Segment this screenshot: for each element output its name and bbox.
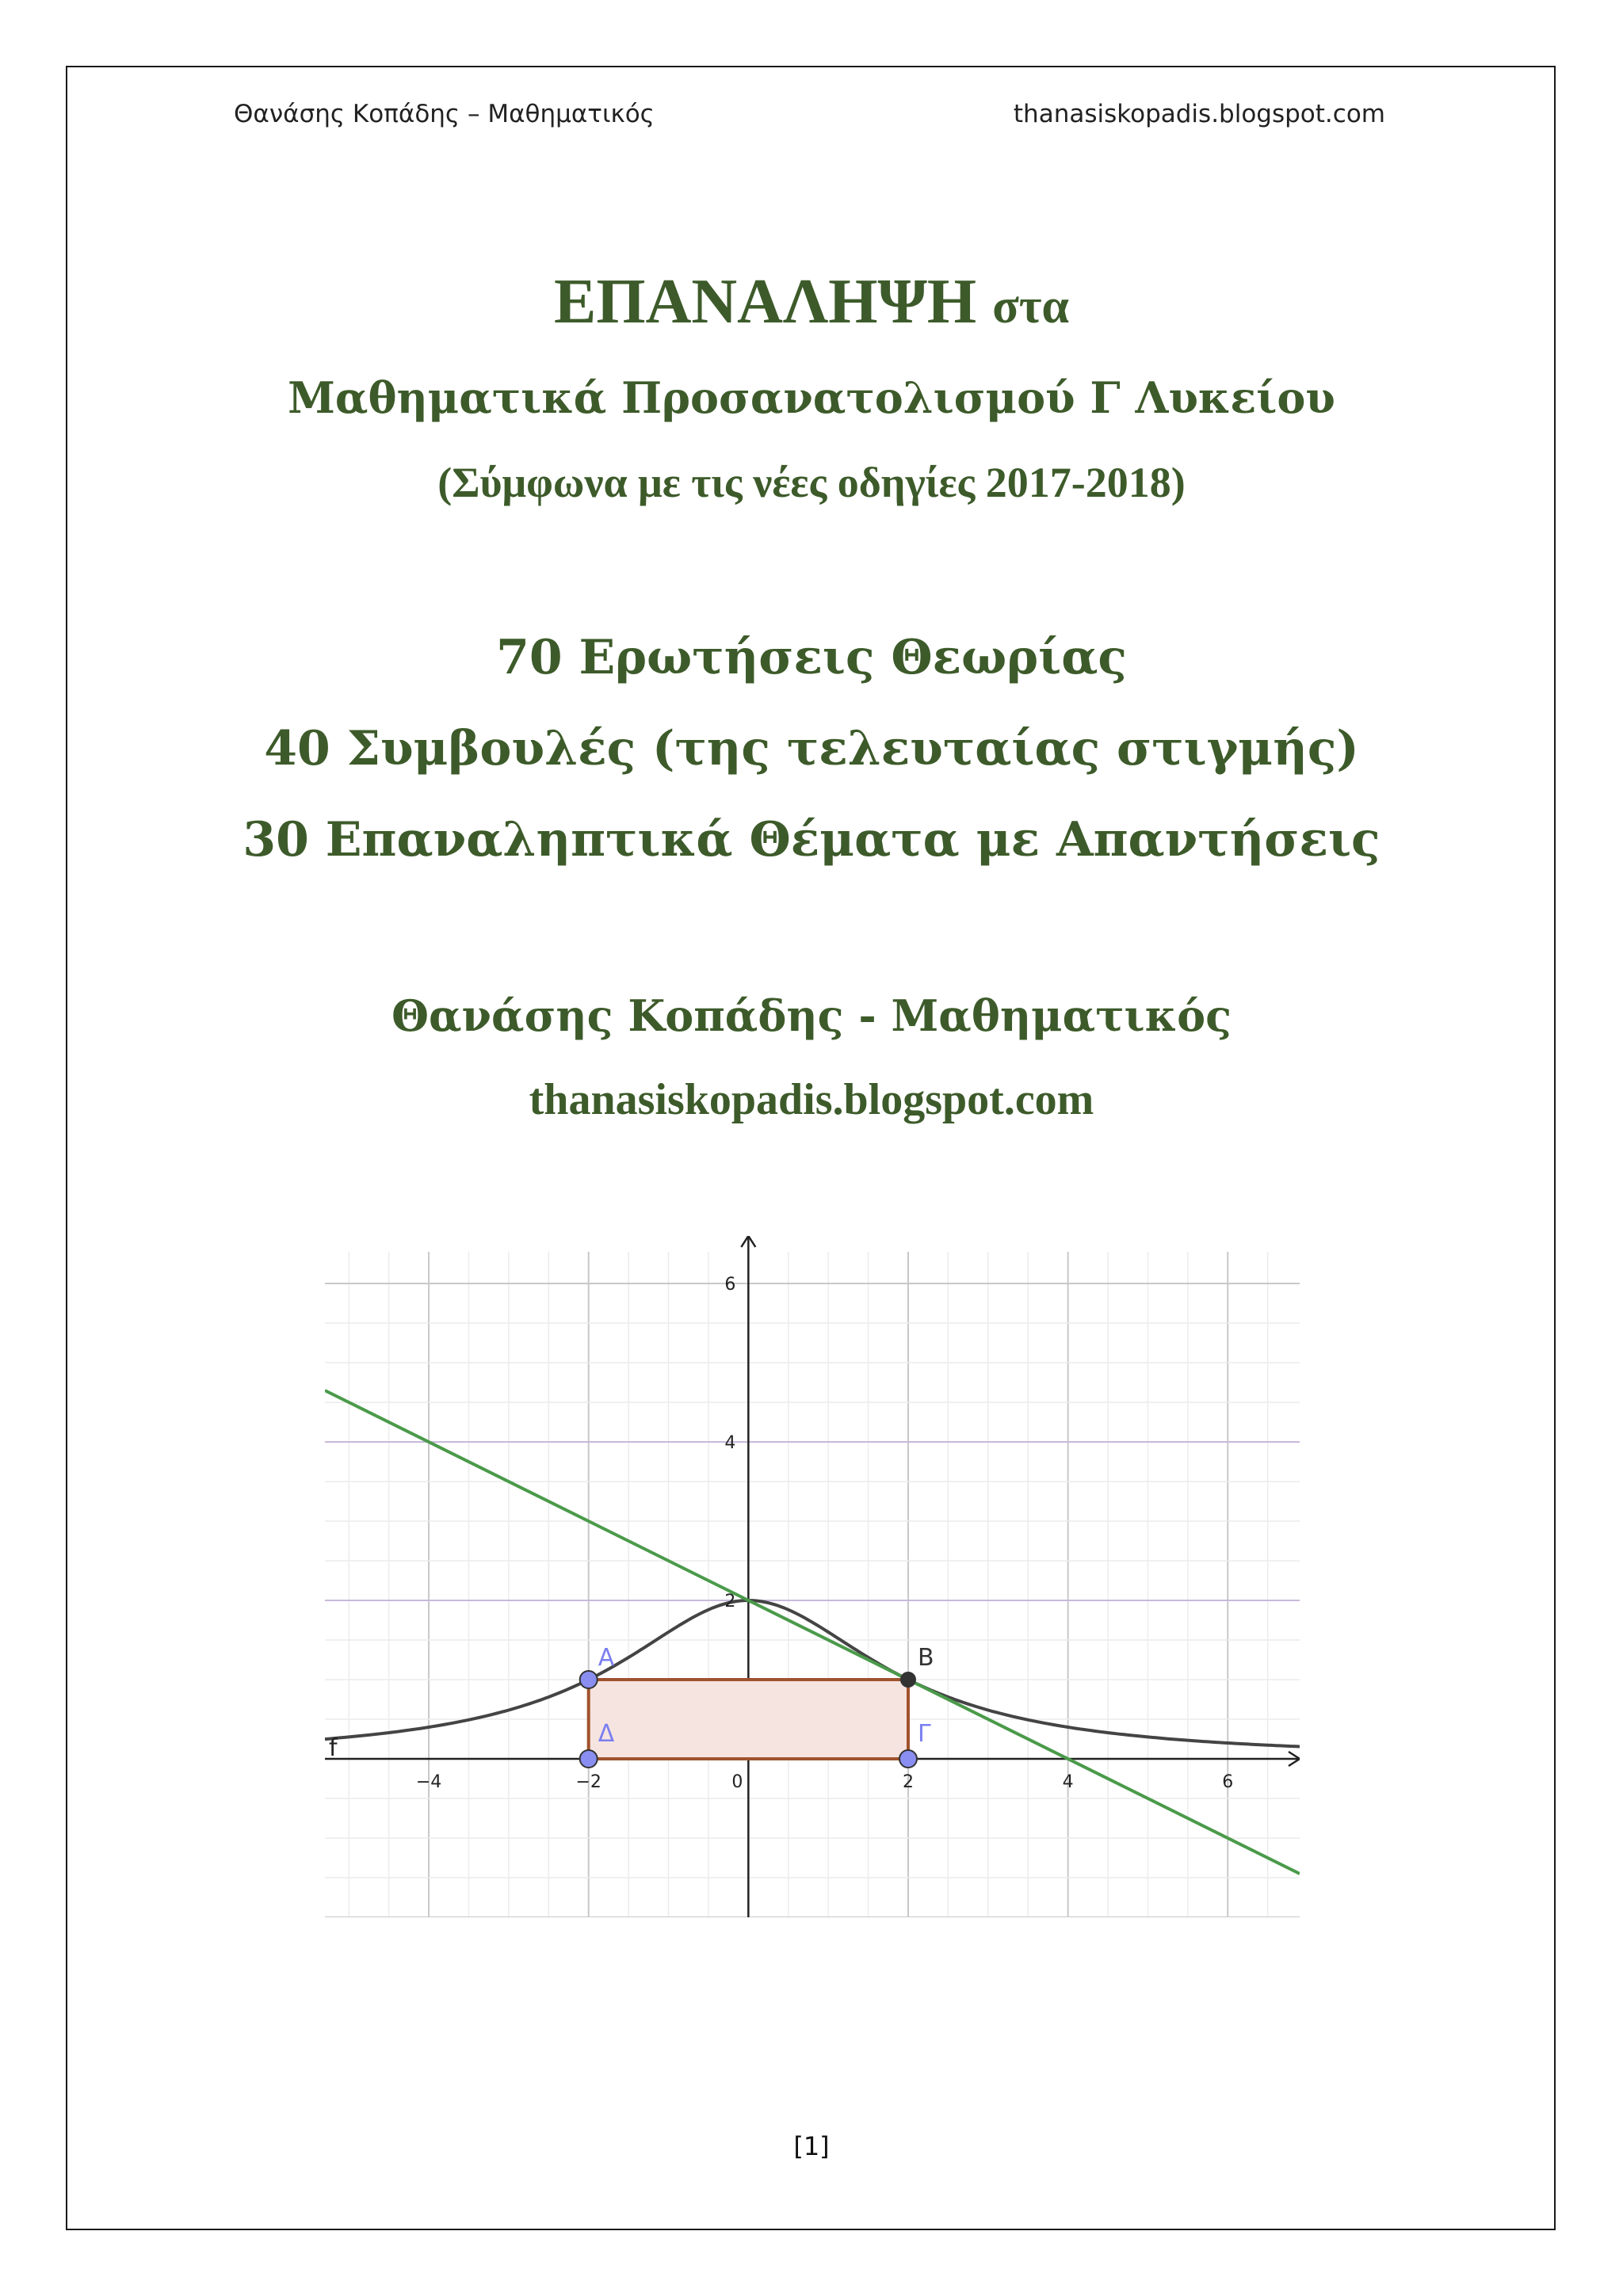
main-title <box>0 266 1623 338</box>
point-Β <box>901 1672 915 1687</box>
page-number: [1] <box>793 2131 830 2161</box>
point-label: Γ <box>917 1720 931 1748</box>
main-title-suffix: στα <box>992 280 1069 334</box>
contents-item-exercises: 30 Επαναληπτικά Θέματα με Απαντήσεις <box>242 812 1381 868</box>
x-tick-label: 0 <box>731 1772 743 1792</box>
author-name: Θανάσης Κοπάδης - Μαθηματικός <box>391 990 1232 1041</box>
header-website: thanasiskopadis.blogspot.com <box>1013 100 1385 128</box>
y-tick-label: 4 <box>724 1433 736 1453</box>
point-Γ <box>899 1750 917 1768</box>
point-label: Β <box>917 1644 934 1672</box>
contents-item-theory: 70 Ερωτήσεις Θεωρίας <box>496 630 1127 685</box>
x-tick-label: −4 <box>415 1772 442 1792</box>
graph-grid <box>325 1252 1300 1917</box>
graph-axes <box>325 1236 1300 1917</box>
point-Δ <box>580 1750 598 1768</box>
rectangle-ABGD <box>589 1680 908 1759</box>
tangent-line <box>325 1390 1300 1874</box>
point-Α <box>580 1671 598 1688</box>
function-label: f <box>329 1734 338 1762</box>
contents-item-tips: 40 Συμβουλές (της τελευταίας στιγμής) <box>264 721 1359 776</box>
main-title-word: ΕΠΑΝΑΛΗΨΗ <box>554 267 977 337</box>
subtitle: Μαθηματικά Προσανατολισμού Γ Λυκείου <box>288 372 1335 423</box>
guidelines-note: (Σύμφωνα με τις νέες οδηγίες 2017-2018) <box>437 459 1186 506</box>
point-label: Α <box>598 1644 615 1672</box>
x-tick-label: 4 <box>1062 1772 1074 1792</box>
x-tick-label: 2 <box>902 1772 914 1792</box>
y-tick-label: 2 <box>724 1592 736 1611</box>
header-author: Θανάσης Κοπάδης – Μαθηματικός <box>234 100 655 128</box>
point-label: Δ <box>598 1720 615 1748</box>
x-tick-label: 6 <box>1222 1772 1234 1792</box>
x-tick-label: −2 <box>575 1772 601 1792</box>
website-url: thanasiskopadis.blogspot.com <box>529 1075 1094 1124</box>
y-tick-label: 6 <box>724 1275 736 1295</box>
function-graph <box>325 1236 1300 1917</box>
